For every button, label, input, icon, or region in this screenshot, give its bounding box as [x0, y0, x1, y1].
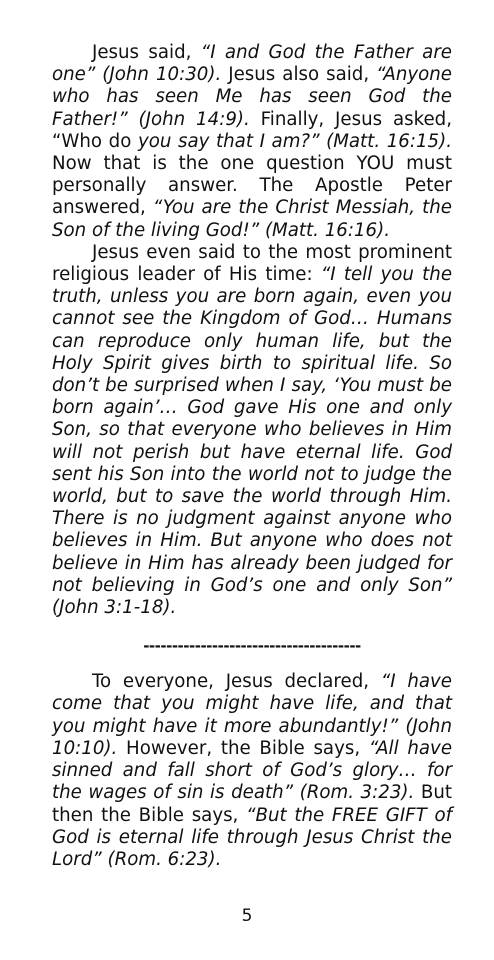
- quote-segment: you say that I am?” (Matt. 16:15).: [137, 130, 453, 152]
- quote-segment: “You are the Christ Messiah, the Son of the living God!” (Matt. 16:16).: [52, 197, 452, 241]
- text-segment: Jesus said,: [92, 42, 201, 63]
- paragraph-born-again: [52, 242, 452, 619]
- text-segment: To everyone, Jesus declared,: [92, 671, 381, 693]
- quote-segment: “I have come that you might have life, and that you might have it more abundantly!” (John 10:10).: [52, 671, 452, 759]
- page-number: 5: [241, 906, 253, 926]
- paragraph-jesus-claims: [52, 42, 452, 242]
- text-segment: Now that is the one question YOU must personally answer. The Apostle Peter answered,: [52, 153, 452, 219]
- text-segment: Jesus even said to the most prominent religious leader of His time:: [52, 241, 452, 286]
- quote-segment: “I and God the Father are one” (John 10:30).: [52, 42, 452, 86]
- text-segment: Jesus also said,: [221, 64, 377, 86]
- quote-segment: “All have sinned and fall short of God’s glory… for the wages of sin is death” (Rom. 3:23).: [52, 737, 453, 804]
- quote-segment: “But the FREE GIFT of God is eternal life through Jesus Christ the Lord” (Rom. 6:23).: [52, 804, 453, 870]
- text-segment: Finally, Jesus asked, “Who do: [52, 108, 452, 152]
- page-body: [52, 42, 452, 871]
- text-segment: However, the Bible says,: [117, 737, 369, 759]
- paragraph-free-gift: [52, 671, 452, 871]
- section-divider: --------------------------------------: [143, 637, 361, 656]
- text-segment: But then the Bible says,: [52, 782, 452, 826]
- quote-segment: “I tell you the truth, unless you are born again, even you cannot see the Kingdom of God… Humans can reproduce only human life, but the Holy Spirit gives birth to spiritual life. So don’t be surprised when I say, ‘You must be born again’… God gave His one and only Son, so that everyone who believes in Him will not perish but have eternal life. God sent his Son into the world not to judge the world, but to save the world through Him. There is no judgment against anyone who believes in Him. But anyone who does not believe in Him has already been judged for not believing in God’s one and only Son” (John 3:1-18).: [52, 264, 453, 619]
- quote-segment: “Anyone who has seen Me has seen God the Father!” (John 14:9).: [52, 64, 452, 130]
